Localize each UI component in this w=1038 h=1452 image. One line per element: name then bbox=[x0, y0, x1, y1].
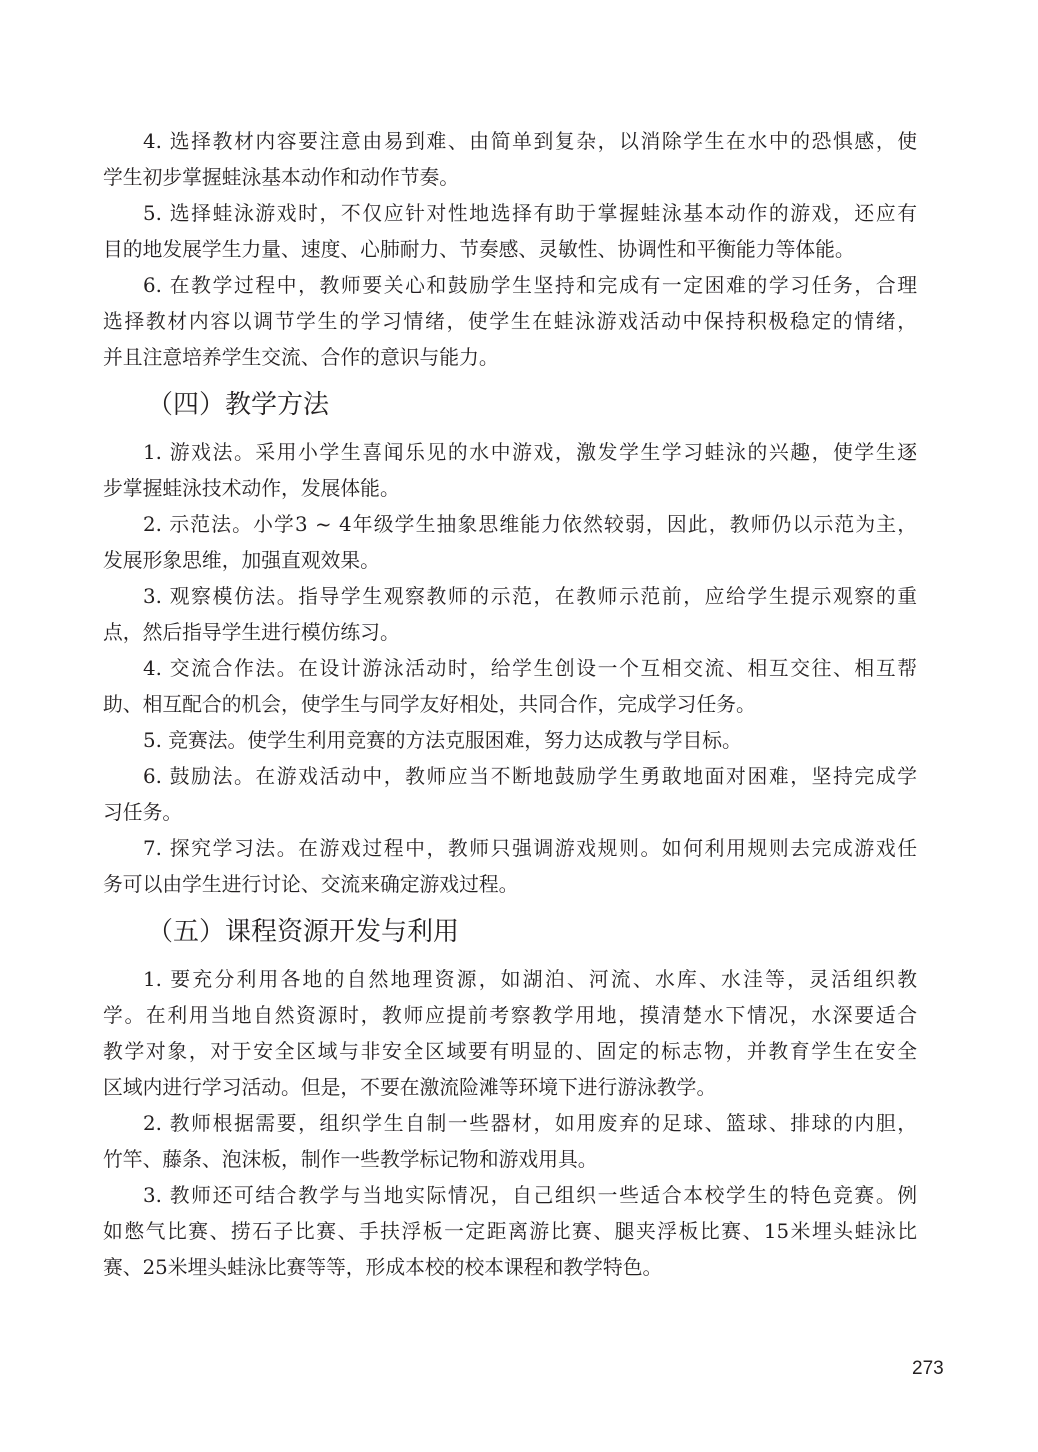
text-line: 教学对象，对于安全区域与非安全区域要有明显的、固定的标志物，并教育学生在安全 bbox=[103, 1040, 917, 1063]
paragraph bbox=[103, 124, 917, 196]
text-line: 3. 教师还可结合教学与当地实际情况，自己组织一些适合本校学生的特色竞赛。例 bbox=[143, 1184, 917, 1207]
paragraph bbox=[103, 1178, 917, 1286]
text-line: 学。在利用当地自然资源时，教师应提前考察教学用地，摸清楚水下情况，水深要适合 bbox=[103, 1004, 917, 1027]
page-number: 273 bbox=[912, 1358, 944, 1379]
text-line: 1. 要充分利用各地的自然地理资源，如湖泊、河流、水库、水洼等，灵活组织教 bbox=[143, 968, 917, 991]
text-line: 3. 观察模仿法。指导学生观察教师的示范，在教师示范前，应给学生提示观察的重 bbox=[143, 585, 917, 608]
text-line: 5. 竞赛法。使学生利用竞赛的方法克服困难，努力达成教与学目标。 bbox=[143, 729, 742, 752]
text-line: 助、相互配合的机会，使学生与同学友好相处，共同合作，完成学习任务。 bbox=[103, 693, 756, 716]
paragraph bbox=[103, 759, 917, 831]
text-line: 步掌握蛙泳技术动作，发展体能。 bbox=[103, 477, 400, 500]
paragraph bbox=[103, 579, 917, 651]
text-line: 5. 选择蛙泳游戏时，不仅应针对性地选择有助于掌握蛙泳基本动作的游戏，还应有 bbox=[143, 202, 917, 225]
text-line: 选择教材内容以调节学生的学习情绪，使学生在蛙泳游戏活动中保持积极稳定的情绪， bbox=[103, 310, 917, 333]
text-line: 习任务。 bbox=[103, 801, 183, 824]
paragraph bbox=[103, 507, 917, 579]
text-line: 并且注意培养学生交流、合作的意识与能力。 bbox=[103, 346, 499, 369]
text-line: 目的地发展学生力量、速度、心肺耐力、节奏感、灵敏性、协调性和平衡能力等体能。 bbox=[103, 238, 855, 261]
paragraph bbox=[103, 723, 917, 759]
text-line: 竹竿、藤条、泡沫板，制作一些教学标记物和游戏用具。 bbox=[103, 1148, 598, 1171]
paragraph bbox=[103, 831, 917, 903]
text-line: 点，然后指导学生进行模仿练习。 bbox=[103, 621, 400, 644]
paragraph bbox=[103, 435, 917, 507]
text-line: 区域内进行学习活动。但是，不要在激流险滩等环境下进行游泳教学。 bbox=[103, 1076, 717, 1099]
section-heading: （五）课程资源开发与利用 bbox=[147, 917, 460, 947]
text-line: 如憋气比赛、捞石子比赛、手扶浮板一定距离游比赛、腿夹浮板比赛、15米埋头蛙泳比 bbox=[103, 1220, 917, 1243]
text-line: 2. 示范法。小学3 ~ 4年级学生抽象思维能力依然较弱，因此，教师仍以示范为主， bbox=[143, 513, 917, 536]
text-line: 6. 鼓励法。在游戏活动中，教师应当不断地鼓励学生勇敢地面对困难，坚持完成学 bbox=[143, 765, 917, 788]
text-line: 6. 在教学过程中，教师要关心和鼓励学生坚持和完成有一定困难的学习任务，合理 bbox=[143, 274, 917, 297]
section-heading: （四）教学方法 bbox=[147, 390, 330, 420]
page-body bbox=[103, 124, 917, 1286]
paragraph bbox=[103, 651, 917, 723]
text-line: 赛、25米埋头蛙泳比赛等等，形成本校的校本课程和教学特色。 bbox=[103, 1256, 663, 1279]
text-line: 4. 选择教材内容要注意由易到难、由简单到复杂，以消除学生在水中的恐惧感，使 bbox=[143, 130, 917, 153]
paragraph bbox=[103, 962, 917, 1106]
text-line: 学生初步掌握蛙泳基本动作和动作节奏。 bbox=[103, 166, 460, 189]
text-line: 4. 交流合作法。在设计游泳活动时，给学生创设一个互相交流、相互交往、相互帮 bbox=[143, 657, 917, 680]
paragraph bbox=[103, 268, 917, 376]
text-line: 7. 探究学习法。在游戏过程中，教师只强调游戏规则。如何利用规则去完成游戏任 bbox=[143, 837, 917, 860]
text-line: 发展形象思维，加强直观效果。 bbox=[103, 549, 380, 572]
text-line: 务可以由学生进行讨论、交流来确定游戏过程。 bbox=[103, 873, 519, 896]
paragraph bbox=[103, 196, 917, 268]
text-line: 2. 教师根据需要，组织学生自制一些器材，如用废弃的足球、篮球、排球的内胆， bbox=[143, 1112, 917, 1135]
text-line: 1. 游戏法。采用小学生喜闻乐见的水中游戏，激发学生学习蛙泳的兴趣，使学生逐 bbox=[143, 441, 917, 464]
paragraph bbox=[103, 1106, 917, 1178]
